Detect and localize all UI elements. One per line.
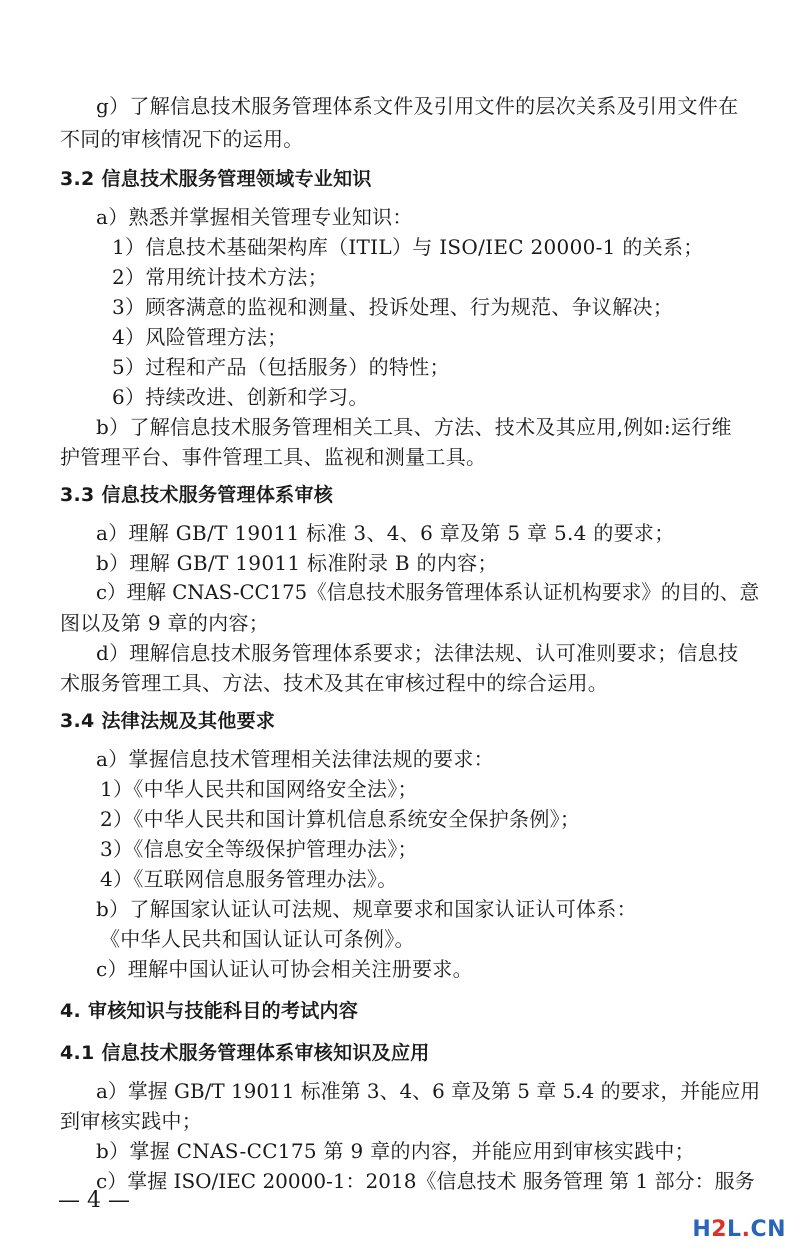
paragraph-line: c）理解中国认证认可协会相关注册要求。 xyxy=(96,957,473,981)
watermark-part: CN xyxy=(750,1217,786,1242)
paragraph-line: b）理解 GB/T 19011 标准附录 B 的内容； xyxy=(96,551,498,575)
watermark-part: H xyxy=(692,1217,712,1242)
paragraph-line: d）理解信息技术服务管理体系要求；法律法规、认可准则要求；信息技 xyxy=(96,641,739,665)
site-watermark-logo xyxy=(692,1217,786,1242)
paragraph-line: a）掌握信息技术管理相关法律法规的要求： xyxy=(96,747,494,771)
list-item: 3）顾客满意的监视和测量、投诉处理、行为规范、争议解决； xyxy=(112,295,674,319)
paragraph-line: b）掌握 CNAS-CC175 第 9 章的内容，并能应用到审核实践中； xyxy=(96,1139,695,1163)
list-item: 3）《信息安全等级保护管理办法》； xyxy=(100,837,418,861)
section-heading: 3.3 信息技术服务管理体系审核 xyxy=(60,484,334,506)
paragraph-line: 术服务管理工具、方法、技术及其在审核过程中的综合运用。 xyxy=(60,671,609,695)
paragraph-line: c）掌握 ISO/IEC 20000-1：2018《信息技术 服务管理 第 1 部分：服务 xyxy=(96,1169,755,1193)
paragraph-line: g）了解信息技术服务管理体系文件及引用文件的层次关系及引用文件在 xyxy=(96,94,739,118)
paragraph-line: a）掌握 GB/T 19011 标准第 3、4、6 章及第 5 章 5.4 的要求，并能应用 xyxy=(96,1079,761,1103)
paragraph-line: a）理解 GB/T 19011 标准 3、4、6 章及第 5 章 5.4 的要求； xyxy=(96,521,675,545)
list-item: 5）过程和产品（包括服务）的特性； xyxy=(112,355,450,379)
page-number: — 4 — xyxy=(58,1188,130,1213)
watermark-part: 2 xyxy=(711,1217,728,1242)
list-item: 1）《中华人民共和国网络安全法》； xyxy=(100,777,418,801)
list-item: 4）风险管理方法； xyxy=(112,325,288,349)
paragraph-line: b）了解信息技术服务管理相关工具、方法、技术及其应用,例如:运行维 xyxy=(96,415,732,439)
section-heading: 4.1 信息技术服务管理体系审核知识及应用 xyxy=(60,1042,430,1064)
paragraph-line: a）熟悉并掌握相关管理专业知识： xyxy=(96,205,413,229)
paragraph-line: b）了解国家认证认可法规、规章要求和国家认证认可体系： xyxy=(96,897,637,921)
list-item: 4）《互联网信息服务管理办法》。 xyxy=(100,867,398,891)
section-heading: 4. 审核知识与技能科目的考试内容 xyxy=(60,1000,359,1022)
paragraph-line: 到审核实践中； xyxy=(60,1109,203,1133)
list-item: 2）常用统计技术方法； xyxy=(112,265,329,289)
watermark-part: L xyxy=(727,1217,742,1242)
watermark-part: . xyxy=(741,1217,751,1242)
paragraph-line: 《中华人民共和国认证认可条例》。 xyxy=(100,927,415,951)
list-item: 2）《中华人民共和国计算机信息系统安全保护条例》； xyxy=(100,807,581,831)
paragraph-line: 图以及第 9 章的内容； xyxy=(60,611,270,635)
section-heading: 3.2 信息技术服务管理领域专业知识 xyxy=(60,168,372,190)
list-item: 1）信息技术基础架构库（ITIL）与 ISO/IEC 20000-1 的关系； xyxy=(112,235,704,259)
section-heading: 3.4 法律法规及其他要求 xyxy=(60,710,276,732)
paragraph-line: 护管理平台、事件管理工具、监视和测量工具。 xyxy=(60,445,487,469)
paragraph-line: 不同的审核情况下的运用。 xyxy=(60,127,304,151)
list-item: 6）持续改进、创新和学习。 xyxy=(112,385,369,409)
paragraph-line: c）理解 CNAS-CC175《信息技术服务管理体系认证机构要求》的目的、意 xyxy=(96,581,760,604)
